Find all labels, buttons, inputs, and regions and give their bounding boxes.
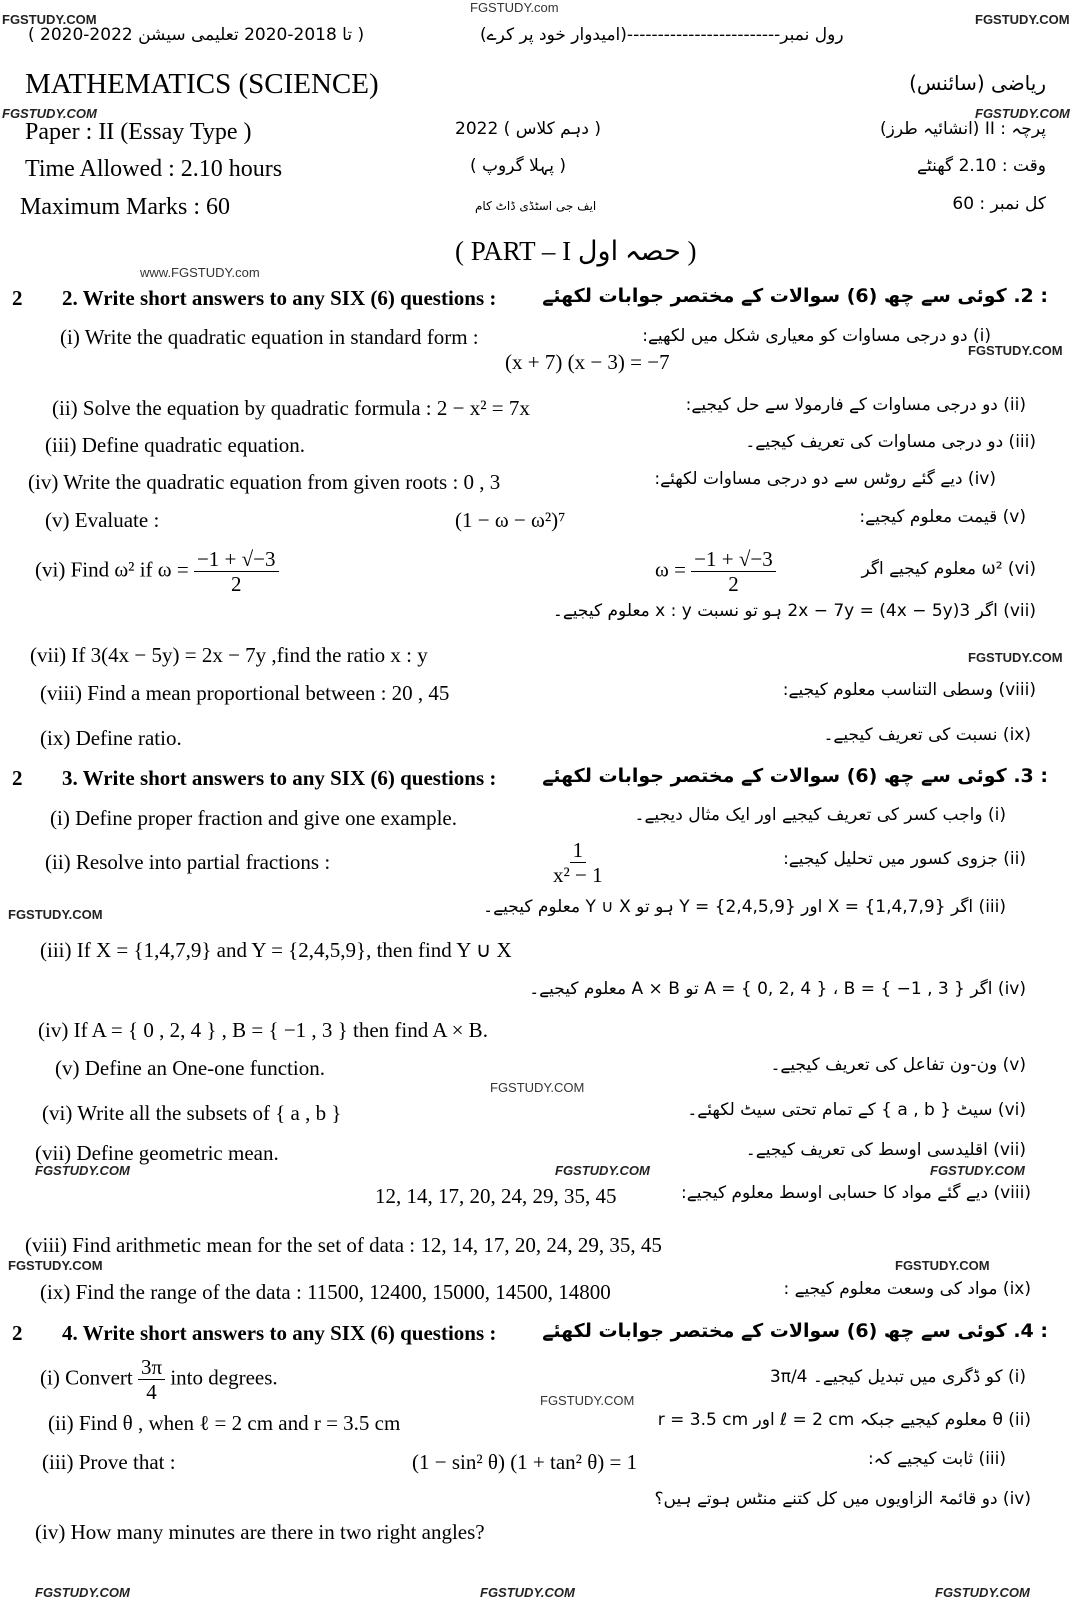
q4-ii-urdu: (ii) θ معلوم کیجیے جبکہ ℓ = 2 cm اور r = 3.5 cm [657,1410,1031,1430]
fraction [691,547,776,596]
watermark: FGSTUDY.COM [490,1080,585,1095]
q4-i-text-end: into degrees. [170,1365,278,1390]
q4-marks: 2 [12,1321,23,1345]
q3-vii: (vii) Define geometric mean. [35,1141,279,1165]
numerator: −1 + √−3 [691,547,776,572]
denominator: 4 [146,1380,157,1405]
site-urdu: ایف جی اسٹڈی ڈاٹ کام [475,199,597,213]
watermark: FGSTUDY.COM [35,1163,130,1178]
time-allowed-urdu: وقت : 2.10 گھنٹے [917,156,1046,176]
denominator: x² − 1 [553,863,603,888]
paper-label-urdu: پرچہ : II (انشائیہ طرز) [880,119,1046,139]
q2-v: (v) Evaluate : [45,508,160,532]
numerator: 3π [138,1355,165,1380]
q4-i-text: (i) Convert [40,1365,133,1390]
denominator: 2 [728,572,739,597]
q4-iii-equation: (1 − sin² θ) (1 + tan² θ) = 1 [412,1450,638,1474]
subject-title: MATHEMATICS (SCIENCE) [25,68,379,100]
q2-v-urdu: (v) قیمت معلوم کیجیے: [859,507,1026,527]
q2-vi-urdu: (vi) ω² معلوم کیجیے اگر [861,559,1036,579]
watermark: www.FGSTUDY.com [140,265,260,280]
subject-title-urdu: ریاضی (سائنس) [909,71,1046,95]
q2-marks: 2 [12,286,23,310]
watermark: FGSTUDY.COM [540,1393,635,1408]
fraction [553,838,603,887]
q3-iv: (iv) If A = { 0 , 2, 4 } , B = { −1 , 3 } then find A × B. [38,1018,488,1042]
watermark: FGSTUDY.COM [8,1258,103,1273]
q2-iii: (iii) Define quadratic equation. [45,433,306,457]
q4-iv: (iv) How many minutes are there in two right angles? [35,1520,485,1544]
watermark: FGSTUDY.COM [555,1163,650,1178]
numerator: 1 [570,838,587,863]
q4-iv-urdu: (iv) دو قائمۃ الزاویوں میں کل کتنے منٹس ہوتے ہیں؟ [654,1489,1031,1509]
q3-viii-data: 12, 14, 17, 20, 24, 29, 35, 45 [375,1184,617,1208]
q2-vi [35,547,279,596]
watermark: FGSTUDY.COM [930,1163,1025,1178]
part-heading: ( PART – I حصہ اول ) [455,236,697,266]
numerator: −1 + √−3 [194,547,279,572]
q3-vi: (vi) Write all the subsets of { a , b } [42,1101,342,1125]
maximum-marks: Maximum Marks : 60 [20,194,230,220]
group-label: ( پہلا گروپ ) [470,156,566,176]
maximum-marks-urdu: کل نمبر : 60 [952,194,1046,214]
q3-v-urdu: (v) ون-ون تفاعل کی تعریف کیجیے۔ [770,1055,1026,1075]
q2-v-equation: (1 − ω − ω²)⁷ [455,508,566,532]
watermark: FGSTUDY.COM [895,1258,990,1273]
watermark: FGSTUDY.COM [968,343,1063,358]
denominator: 2 [230,572,242,597]
q4-title: 4. Write short answers to any SIX (6) questions : [62,1321,497,1345]
watermark: FGSTUDY.COM [975,12,1070,27]
roll-number-field: (امیدوار خود پر کرے)-------------------------رول نمبر [480,25,844,45]
q3-title-urdu: : 3. کوئی سے چھ (6) سوالات کے مختصر جوابات لکھئے [542,765,1048,787]
q2-viii: (viii) Find a mean proportional between : 20 , 45 [40,681,450,705]
paper-label: Paper : II (Essay Type ) [25,119,252,145]
q2-vii: (vii) If 3(4x − 5y) = 2x − 7y ,find the ratio x : y [30,643,428,667]
q3-ii-fraction [553,838,603,887]
fraction [194,547,279,596]
q2-i: (i) Write the quadratic equation in standard form : [60,325,479,349]
q3-ix-urdu: (ix) مواد کی وسعت معلوم کیجیے : [783,1279,1031,1299]
q4-ii: (ii) Find θ , when ℓ = 2 cm and r = 3.5 cm [48,1411,401,1435]
watermark: FGSTUDY.COM [968,650,1063,665]
omega-label: ω = [655,557,686,582]
session-text: ( 2020-2022 تا 2018-2020 تعلیمی سیشن ) [28,25,365,45]
q2-ii: (ii) Solve the equation by quadratic formula : 2 − x² = 7x [52,396,530,420]
q3-ii-urdu: (ii) جزوی کسور میں تحلیل کیجیے: [783,849,1026,869]
q4-iii-urdu: (iii) ثابت کیجیے کہ: [867,1449,1006,1469]
time-allowed: Time Allowed : 2.10 hours [25,156,283,182]
q2-vi-text: (vi) Find ω² if ω = [35,557,189,582]
q3-ii: (ii) Resolve into partial fractions : [45,850,331,874]
q4-iii: (iii) Prove that : [42,1450,176,1474]
q3-i: (i) Define proper fraction and give one example. [50,806,457,830]
watermark: FGSTUDY.COM [35,1585,130,1600]
q3-iii: (iii) If X = {1,4,7,9} and Y = {2,4,5,9}, then find Y ∪ X [40,938,512,962]
watermark: FGSTUDY.COM [2,12,97,27]
q2-ix-urdu: (ix) نسبت کی تعریف کیجیے۔ [823,725,1031,745]
q3-iv-urdu: (iv) اگر A = { 0, 2, 4 } ، B = { −1 , 3 } تو A × B معلوم کیجیے۔ [529,979,1026,999]
q3-marks: 2 [12,766,23,790]
q2-i-urdu: (i) دو درجی مساوات کو معیاری شکل میں لکھیے: [642,326,991,346]
q2-title-urdu: : 2. کوئی سے چھ (6) سوالات کے مختصر جوابات لکھئے [542,285,1048,307]
q2-title: 2. Write short answers to any SIX (6) questions : [62,286,497,310]
q3-vi-urdu: (vi) سیٹ { a , b } کے تمام تحتی سیٹ لکھئے۔ [687,1100,1026,1120]
q3-iii-urdu: (iii) اگر X = {1,4,7,9} اور Y = {2,4,5,9} ہو تو Y ∪ X معلوم کیجیے۔ [483,897,1006,917]
watermark: FGSTUDY.COM [480,1585,575,1600]
q2-ix: (ix) Define ratio. [40,726,182,750]
q3-title: 3. Write short answers to any SIX (6) questions : [62,766,497,790]
watermark: FGSTUDY.COM [975,106,1070,121]
q3-v: (v) Define an One-one function. [55,1056,325,1080]
q2-vii-urdu: (vii) اگر 3(4x − 5y) = 2x − 7y ہو تو نسبت x : y معلوم کیجیے۔ [552,601,1036,621]
q3-viii-urdu: (viii) دیے گئے مواد کا حسابی اوسط معلوم کیجیے: [681,1183,1031,1203]
watermark: FGSTUDY.COM [2,106,97,121]
q2-viii-urdu: (viii) وسطی التناسب معلوم کیجیے: [782,680,1036,700]
q3-ix: (ix) Find the range of the data : 11500, 12400, 15000, 14500, 14800 [40,1280,611,1304]
watermark: FGSTUDY.COM [935,1585,1030,1600]
watermark: FGSTUDY.com [470,0,559,15]
class-label: 2022 ( دہم کلاس ) [455,119,602,139]
q2-iv-urdu: (iv) دیے گئے روٹس سے دو درجی مساوات لکھئے: [654,469,996,489]
q2-iii-urdu: (iii) دو درجی مساوات کی تعریف کیجیے۔ [745,432,1036,452]
watermark: FGSTUDY.COM [8,907,103,922]
q4-i-urdu: (i) کو ڈگری میں تبدیل کیجیے۔ 3π/4 [769,1367,1026,1387]
q3-vii-urdu: (vii) اقلیدسی اوسط کی تعریف کیجیے۔ [745,1140,1026,1160]
q3-viii: (viii) Find arithmetic mean for the set of data : 12, 14, 17, 20, 24, 29, 35, 45 [25,1233,662,1257]
q3-i-urdu: (i) واجب کسر کی تعریف کیجیے اور ایک مثال دیجیے۔ [634,805,1006,825]
q4-title-urdu: : 4. کوئی سے چھ (6) سوالات کے مختصر جوابات لکھئے [542,1320,1048,1342]
fraction [138,1355,165,1404]
q2-iv: (iv) Write the quadratic equation from given roots : 0 , 3 [28,470,501,494]
q2-vi-urdu-equation [655,547,776,596]
q4-i [40,1355,278,1404]
q2-i-equation: (x + 7) (x − 3) = −7 [505,350,670,374]
q2-ii-urdu: (ii) دو درجی مساوات کے فارمولا سے حل کیجیے: [685,395,1026,415]
